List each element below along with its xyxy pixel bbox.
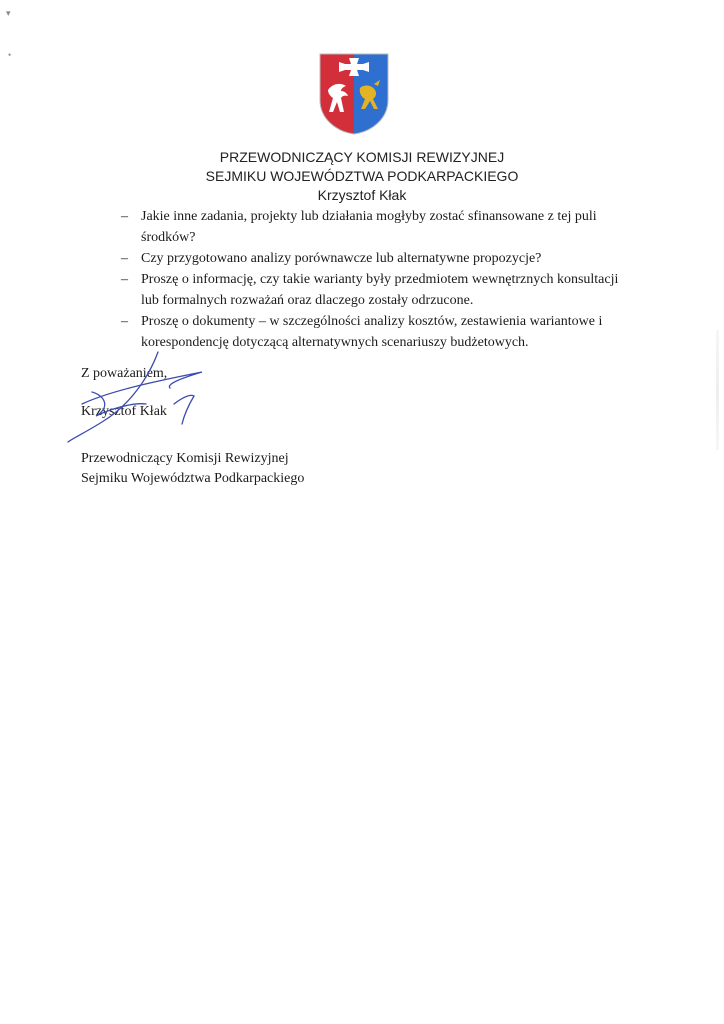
signer-role-line-1: Przewodniczący Komisji Rewizyjnej	[81, 451, 289, 466]
letterhead-line-2: SEJMIKU WOJEWÓDZTWA PODKARPACKIEGO	[205, 168, 519, 184]
scan-edge-shadow	[716, 330, 719, 450]
handwritten-signature	[62, 344, 212, 444]
signer-name: Krzysztof Kłak	[81, 404, 167, 419]
question-list	[121, 206, 621, 353]
letterhead-name: Krzysztof Kłak	[317, 187, 407, 203]
letterhead-line-1: PRZEWODNICZĄCY KOMISJI REWIZYJNEJ	[219, 149, 505, 165]
closing-greeting: Z poważaniem,	[81, 366, 168, 381]
scan-artifact: •	[8, 50, 12, 60]
list-item: – Czy przygotowano analizy porównawcze lub alternatywne propozycje?	[121, 251, 542, 266]
signer-role-line-2: Sejmiku Województwa Podkarpackiego	[81, 471, 305, 486]
scan-artifact: ▾	[6, 8, 11, 18]
list-item: – Proszę o dokumenty – w szczególności analizy kosztów, zestawienia wariantowe i korespondencję dotyczącą alternatywnych scenariuszy budżetowych.	[121, 314, 603, 350]
list-item: – Jakie inne zadania, projekty lub działania mogłyby zostać sfinansowane z tej puli środków?	[121, 209, 597, 245]
list-item: – Proszę o informację, czy takie warianty były przedmiotem wewnętrznych konsultacji lub formalnych rozważań oraz dlaczego zostały odrzucone.	[121, 272, 619, 308]
coat-of-arms-icon	[318, 52, 390, 136]
